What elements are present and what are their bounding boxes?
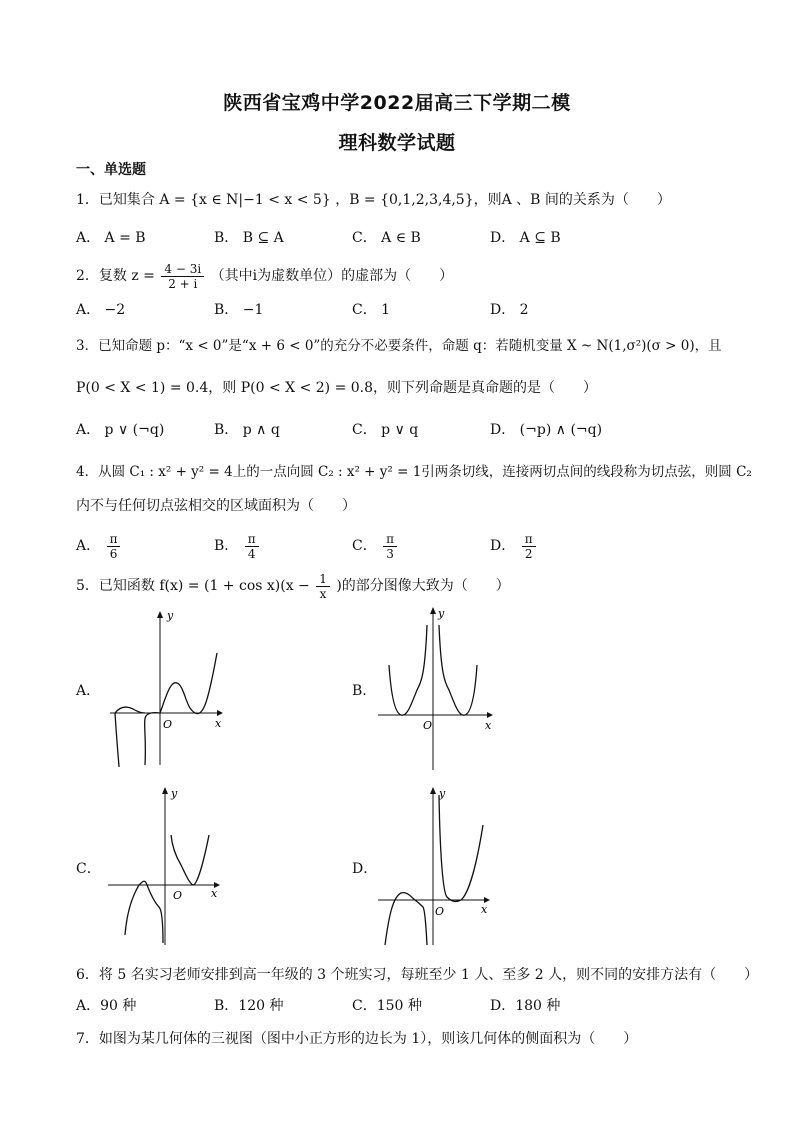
graph-b-curve-right: [439, 625, 477, 715]
graph-a-curve: [145, 653, 217, 765]
question-5-frac-den: x: [319, 586, 327, 601]
question-4-option-b-num: π: [245, 532, 259, 547]
graph-b-y-arrow: [430, 607, 436, 614]
graph-a-curve-left-tail: [115, 713, 119, 767]
question-4-option-a-den: 6: [109, 546, 118, 561]
graph-d-y-arrow: [430, 787, 436, 794]
graph-d: [375, 785, 505, 950]
graph-a-label: A．: [76, 683, 101, 699]
graph-c-y-arrow: [162, 787, 168, 794]
question-4-option-b-label: B．: [214, 538, 239, 554]
graph-b-origin: O: [423, 719, 433, 732]
question-2-option-c: C． 1: [352, 302, 391, 318]
question-4-option-c-den: 3: [386, 546, 394, 561]
graph-a-origin: O: [163, 718, 173, 731]
graph-d-x-label: x: [481, 903, 488, 916]
question-5-frac-num: 1: [316, 572, 330, 587]
graph-c-label: C．: [76, 861, 101, 877]
question-4-option-c-frac: [383, 532, 397, 561]
graph-b-y-label: y: [438, 607, 445, 620]
question-2-frac-num: 4 − 3i: [161, 262, 204, 277]
graph-d-label: D．: [352, 861, 378, 877]
question-3-option-c: C． p ∨ q: [352, 422, 419, 438]
question-4-option-b: [214, 530, 261, 562]
question-5-stem: [76, 570, 510, 602]
question-6-option-b: B．120 种: [214, 998, 284, 1014]
question-4-option-d-den: 2: [524, 546, 533, 561]
question-4-option-d-num: π: [522, 532, 536, 547]
graph-b-curve-left: [389, 625, 427, 715]
question-4-option-c-num: π: [383, 532, 397, 547]
question-1-option-c: C． A ∈ B: [352, 230, 421, 246]
question-1-option-d: D． A ⊆ B: [490, 230, 561, 246]
graph-a-curve-left: [115, 707, 145, 713]
question-3-option-d: D． (¬p) ∧ (¬q): [490, 422, 603, 438]
question-1-option-b: B． B ⊆ A: [214, 230, 284, 246]
question-6-option-d: D．180 种: [490, 998, 561, 1014]
question-2-frac-den: 2 + i: [168, 276, 198, 291]
question-2-option-d: D． 2: [490, 302, 529, 318]
question-2-fraction: [161, 262, 204, 291]
question-2-stem: [76, 260, 453, 292]
question-3-stem-line2: P(0 < X < 1) = 0.4，则 P(0 < X < 2) = 0.8，则下列命题是真命题的是（ ）: [76, 380, 598, 396]
graph-a-x-arrow: [217, 710, 223, 716]
graph-d-y-label: y: [439, 787, 446, 800]
graph-a-aux: [145, 713, 157, 767]
graph-c-y-label: y: [171, 787, 178, 800]
question-5-stem-pre: 5．已知函数 f(x) = (1 + cos x)(x −: [76, 578, 310, 594]
question-3-option-b: B． p ∧ q: [214, 422, 280, 438]
graph-b-label: B．: [352, 683, 377, 699]
exam-title: 陕西省宝鸡中学2022届高三下学期二模: [223, 92, 571, 114]
question-4-option-b-den: 4: [247, 546, 256, 561]
question-3-stem-line1: 3．已知命题 p：“x < 0”是“x + 6 < 0”的充分不必要条件，命题 q：若随机变量 X ~ N(1,σ²)(σ > 0)，且: [76, 338, 722, 354]
question-4-option-a-frac: [107, 532, 121, 561]
graph-a-x-label: x: [215, 717, 222, 730]
graph-a-y-label: y: [167, 609, 174, 622]
graph-c-curve-right: [171, 835, 209, 885]
question-6-stem: 6．将 5 名实习老师安排到高一年级的 3 个班实习，每班至少 1 人、至多 2 人，则不同的安排方法有（ ）: [76, 967, 759, 983]
question-2-stem-pre: 2．复数 z =: [76, 268, 155, 284]
question-6-option-a: A．90 种: [76, 998, 137, 1014]
question-4-option-a: [76, 530, 122, 562]
question-6-option-c: C．150 种: [352, 998, 422, 1014]
graph-a-y-arrow: [157, 611, 163, 618]
question-4-option-d-label: D．: [490, 538, 516, 554]
question-2-stem-post: （其中i为虚数单位）的虚部为（ ）: [210, 268, 454, 284]
question-4-option-c-label: C．: [352, 538, 377, 554]
question-3-option-a: A． p ∨ (¬q): [76, 422, 165, 438]
question-4-option-a-label: A．: [76, 538, 101, 554]
graph-b-x-arrow: [487, 712, 493, 718]
section-heading: 一、单选题: [76, 162, 146, 178]
graph-d-origin: O: [435, 905, 445, 918]
question-2-option-a: A． −2: [76, 302, 126, 318]
question-1-stem: 1．已知集合 A = {x ∈ N|−1 < x < 5} ，B = {0,1,2,3,4,5}，则A 、B 间的关系为（ ）: [76, 192, 671, 208]
graph-c-curve-left: [125, 881, 163, 943]
question-4-stem-line2: 内不与任何切点弦相交的区域面积为（ ）: [76, 498, 356, 514]
question-4-stem-line1: 4．从圆 C₁ : x² + y² = 4上的一点向圆 C₂ : x² + y² = 1引两条切线，连接两切点间的线段称为切点弦，则圆 C₂: [76, 464, 752, 480]
question-7-stem: 7．如图为某几何体的三视图（图中小正方形的边长为 1），则该几何体的侧面积为（ ）: [76, 1031, 638, 1047]
graph-d-curve-right: [439, 795, 483, 901]
question-4-option-d-frac: [522, 532, 536, 561]
question-2-option-b: B． −1: [214, 302, 264, 318]
graph-c-x-label: x: [211, 887, 218, 900]
question-1-option-a: A． A = B: [76, 230, 146, 246]
exam-subtitle: 理科数学试题: [338, 132, 456, 154]
question-5-fraction: [316, 572, 330, 601]
graph-b-x-label: x: [485, 719, 492, 732]
question-4-option-a-num: π: [107, 532, 121, 547]
graph-b: [375, 605, 505, 775]
graph-a: [105, 605, 235, 770]
graph-c-origin: O: [173, 889, 183, 902]
question-5-stem-post: )的部分图像大致为（ ）: [336, 578, 510, 594]
question-4-option-d: [490, 530, 538, 562]
question-4-option-c: [352, 530, 399, 562]
question-4-option-b-frac: [245, 532, 259, 561]
graph-c: [105, 785, 235, 950]
